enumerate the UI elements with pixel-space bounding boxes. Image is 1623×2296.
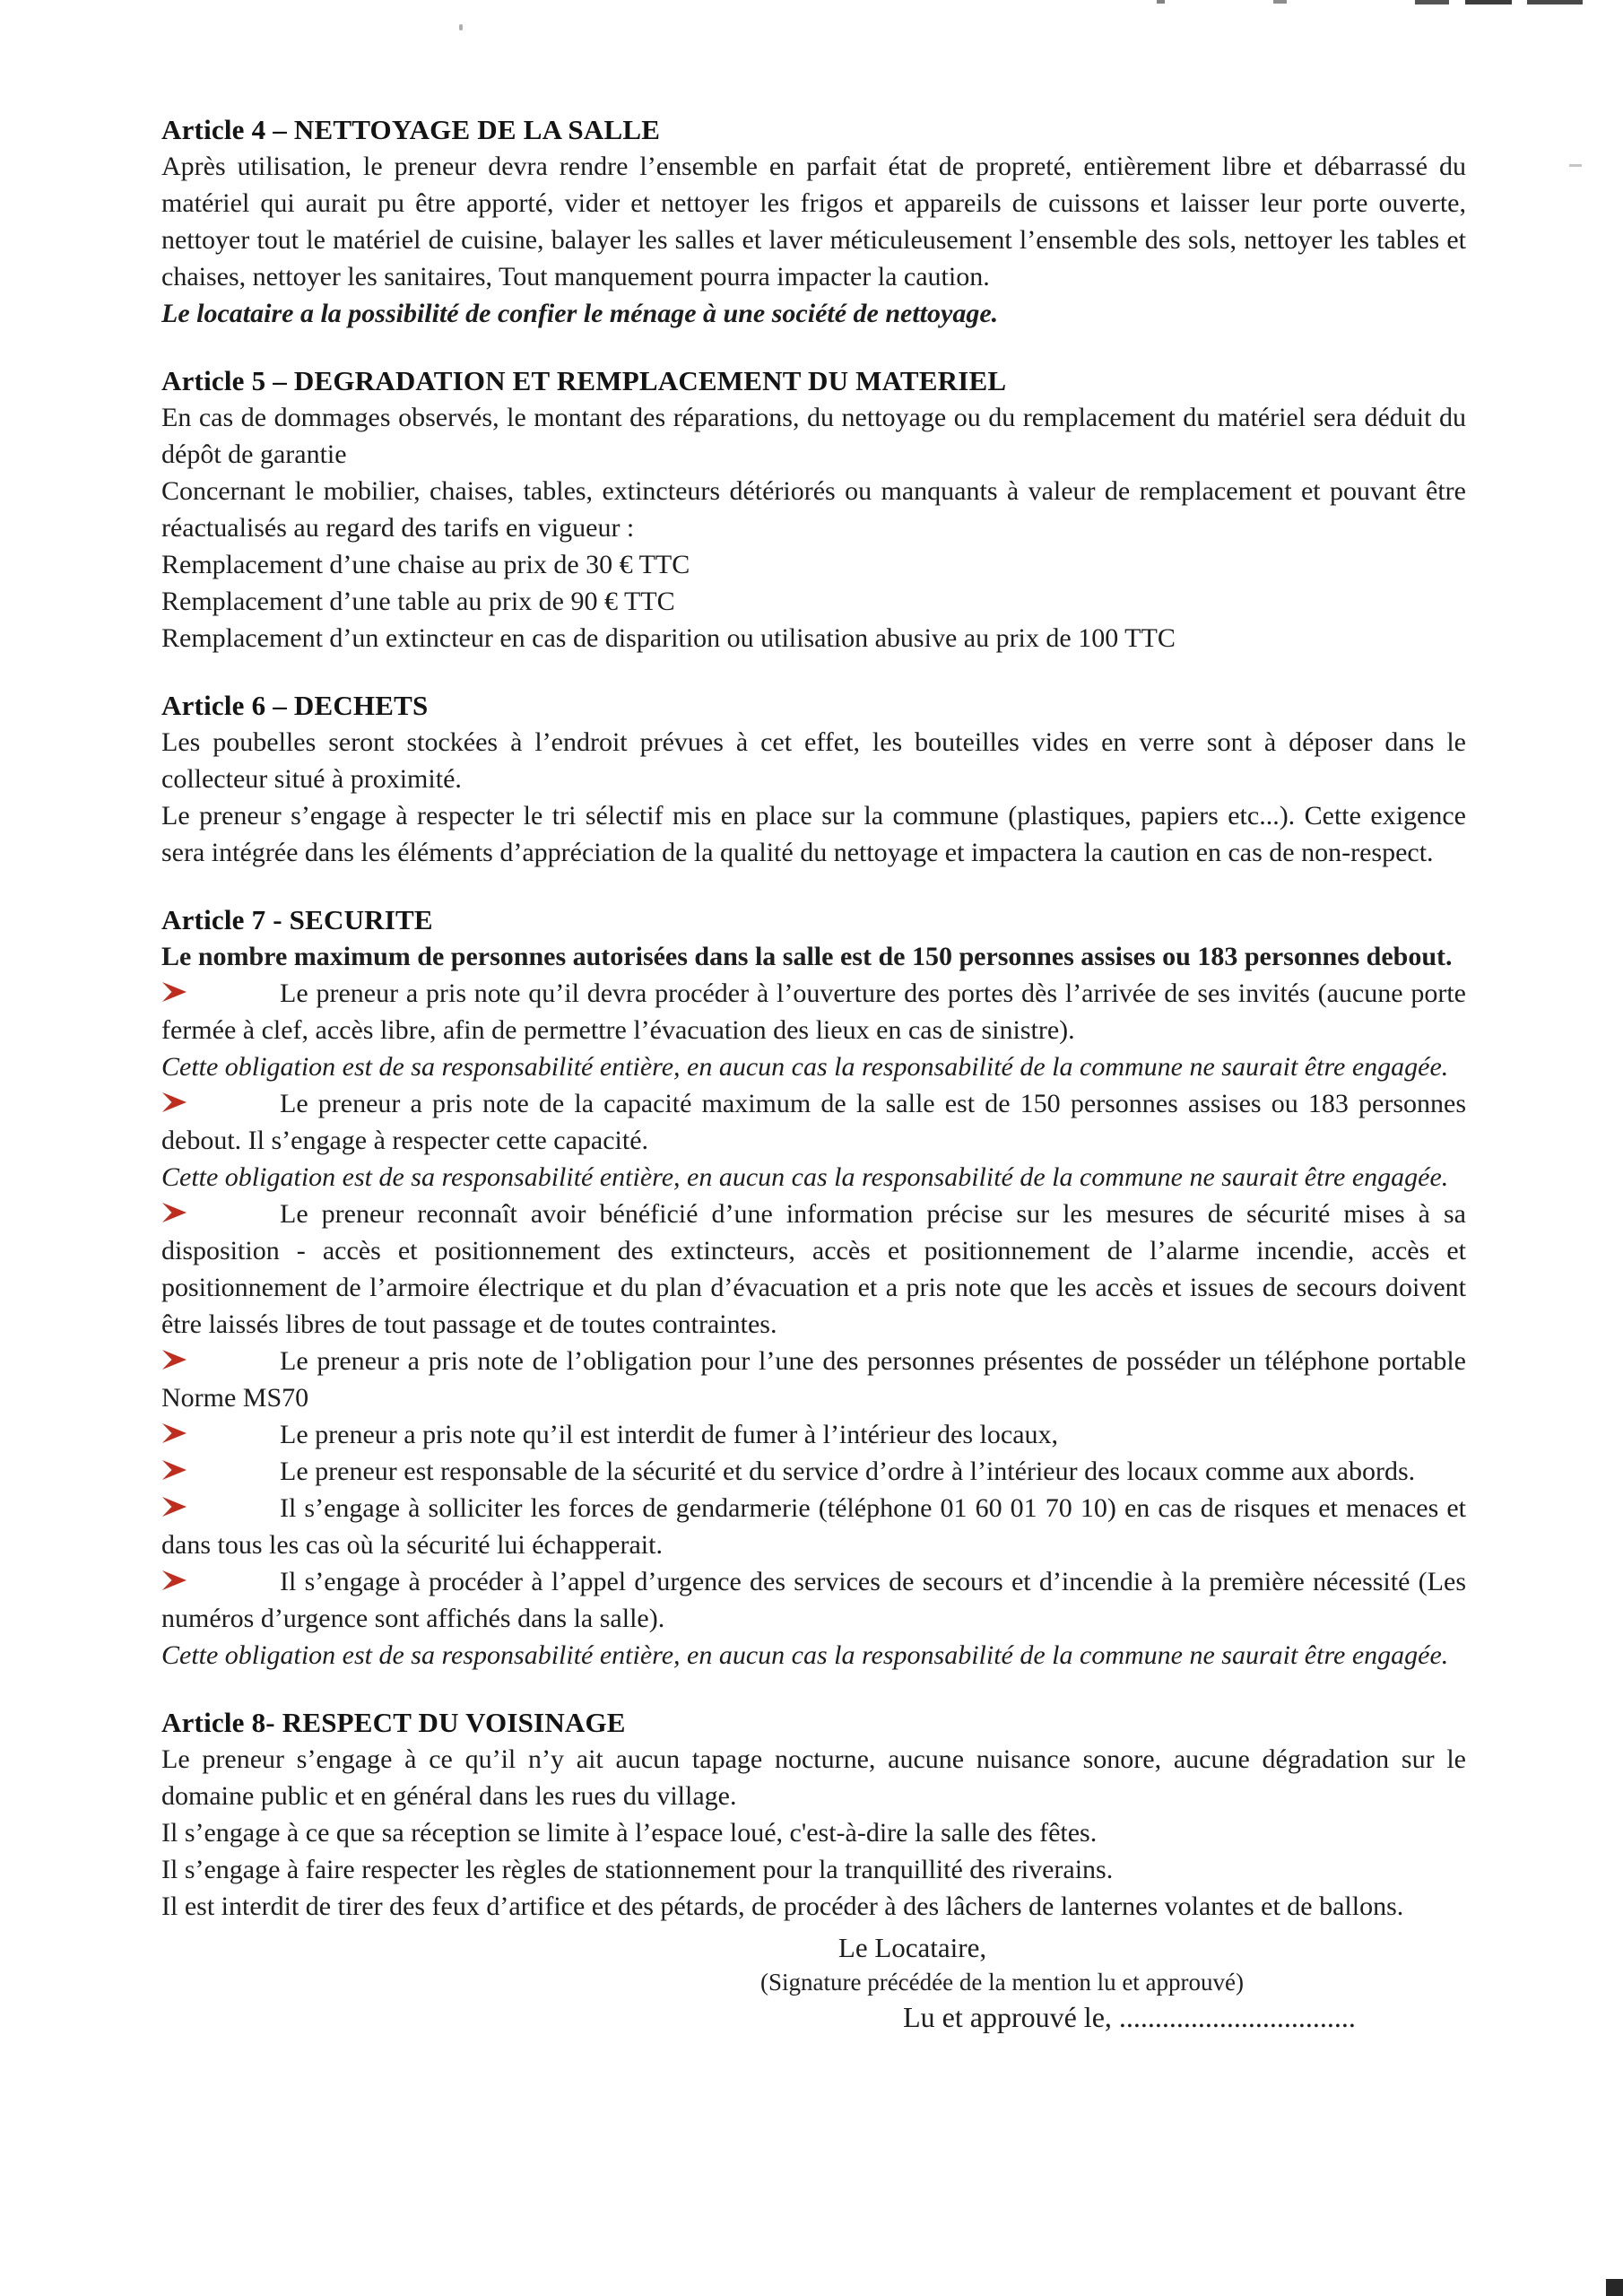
article-5-paragraph: En cas de dommages observés, le montant des réparations, du nettoyage ou du remplacement du matériel sera déduit du dépôt de garantie <box>161 403 1466 469</box>
signatory-label: Le Locataire, <box>838 1932 987 1963</box>
article-5-paragraph: Concernant le mobilier, chaises, tables, extincteurs détériorés ou manquants à valeur de remplacement et pouvant être réactualisés au regard des tarifs en vigueur : <box>161 476 1466 543</box>
scan-artifact <box>1569 164 1582 167</box>
article-7-bullet-7 <box>161 1490 1466 1563</box>
article-4-title: Article 4 – NETTOYAGE DE LA SALLE <box>161 114 661 145</box>
replacement-price-extinguisher: Remplacement d’un extincteur en cas de disparition ou utilisation abusive au prix de 100 TTC <box>161 623 1176 653</box>
article-7-bullet-1 <box>161 975 1466 1048</box>
article-7-bullet-6 <box>161 1453 1466 1490</box>
article-4-note: Le locataire a la possibilité de confier le ménage à une société de nettoyage. <box>161 299 999 328</box>
article-6-title: Article 6 – DECHETS <box>161 690 429 721</box>
bullet-arrow-icon <box>161 975 194 1012</box>
bullet-text: Il s’engage à procéder à l’appel d’urgence des services de secours et d’incendie à la première nécessité (Les numéros d’urgence sont affichés dans la salle). <box>161 1567 1466 1633</box>
scan-artifact <box>1273 0 1287 4</box>
article-7-bullet-4 <box>161 1343 1466 1416</box>
signature-block <box>161 1930 1466 2036</box>
article-7-liability-note: Cette obligation est de sa responsabilité entière, en aucun cas la responsabilité de la commune ne saurait être engagée. <box>161 1162 1449 1192</box>
bullet-text: Le preneur a pris note qu’il est interdit de fumer à l’intérieur des locaux, <box>280 1420 1059 1449</box>
bullet-arrow-icon <box>161 1490 194 1526</box>
bullet-text: Le preneur a pris note de l’obligation pour l’une des personnes présentes de posséder un téléphone portable Norme MS70 <box>161 1346 1466 1413</box>
article-8-title: Article 8- RESPECT DU VOISINAGE <box>161 1707 626 1738</box>
scan-artifact <box>1527 0 1583 4</box>
replacement-price-table: Remplacement d’une table au prix de 90 € TTC <box>161 587 675 616</box>
article-7-liability-note: Cette obligation est de sa responsabilité entière, en aucun cas la responsabilité de la commune ne saurait être engagée. <box>161 1640 1449 1670</box>
article-6 <box>161 687 1466 871</box>
article-7-bullet-2 <box>161 1085 1466 1159</box>
scan-artifact <box>459 24 463 30</box>
article-7 <box>161 901 1466 1674</box>
bullet-text: Il s’engage à solliciter les forces de gendarmerie (téléphone 01 60 01 70 10) en cas de risques et menaces et dans tous les cas où la sécurité lui échapperait. <box>161 1493 1466 1560</box>
bullet-arrow-icon <box>161 1563 194 1600</box>
article-8-paragraph: Il est interdit de tirer des feux d’artifice et des pétards, de procéder à des lâchers de lanternes volantes et de ballons. <box>161 1892 1404 1921</box>
scan-artifact <box>1415 0 1449 4</box>
article-8-paragraph: Il s’engage à ce que sa réception se limite à l’espace loué, c'est-à-dire la salle des fêtes. <box>161 1818 1098 1848</box>
bullet-arrow-icon <box>161 1343 194 1379</box>
bullet-arrow-icon <box>161 1085 194 1122</box>
bullet-arrow-icon <box>161 1453 194 1490</box>
article-4-body: Après utilisation, le preneur devra rendre l’ensemble en parfait état de propreté, entièrement libre et débarrassé du matériel qui aurait pu être apporté, vider et nettoyer les frigos et appareils de cuissons et laisser leur porte ouverte, nettoyer tout le matériel de cuisine, balayer les salles et laver méticuleusement l’ensemble des sols, nettoyer les tables et chaises, nettoyer les sanitaires, Tout manquement pourra impacter la caution. <box>161 152 1466 291</box>
article-7-lead: Le nombre maximum de personnes autorisées dans la salle est de 150 personnes assises ou 183 personnes debout. <box>161 942 1453 971</box>
replacement-price-chair: Remplacement d’une chaise au prix de 30 € TTC <box>161 550 690 579</box>
article-7-liability-note: Cette obligation est de sa responsabilité entière, en aucun cas la responsabilité de la commune ne saurait être engagée. <box>161 1052 1449 1082</box>
article-5 <box>161 362 1466 657</box>
scan-artifact <box>1606 2279 1623 2296</box>
article-8 <box>161 1704 1466 1925</box>
article-7-bullet-5 <box>161 1416 1466 1453</box>
bullet-arrow-icon <box>161 1416 194 1453</box>
bullet-text: Le preneur a pris note de la capacité maximum de la salle est de 150 personnes assises ou 183 personnes debout. Il s’engage à respecter cette capacité. <box>161 1089 1466 1155</box>
scan-artifact <box>1157 0 1165 4</box>
article-7-bullet-8 <box>161 1563 1466 1637</box>
article-7-title: Article 7 - SECURITE <box>161 904 433 935</box>
bullet-text: Le preneur a pris note qu’il devra procéder à l’ouverture des portes dès l’arrivée de ses invités (aucune porte fermée à clef, accès libre, afin de permettre l’évacuation des lieux en cas de sinistre). <box>161 978 1466 1045</box>
article-5-title: Article 5 – DEGRADATION ET REMPLACEMENT DU MATERIEL <box>161 365 1007 396</box>
article-7-bullet-3 <box>161 1196 1466 1343</box>
approval-date-line: Lu et approuvé le, ................................. <box>903 2001 1356 2033</box>
article-8-paragraph: Il s’engage à faire respecter les règles de stationnement pour la tranquillité des riverains. <box>161 1855 1114 1884</box>
bullet-text: Le preneur est responsable de la sécurité et du service d’ordre à l’intérieur des locaux comme aux abords. <box>280 1457 1416 1486</box>
scan-artifact <box>1465 0 1512 4</box>
bullet-arrow-icon <box>161 1196 194 1232</box>
article-6-paragraph: Le preneur s’engage à respecter le tri sélectif mis en place sur la commune (plastiques, papiers etc...). Cette exigence sera intégrée dans les éléments d’appréciation de la qualité du nettoyage et impactera la caution en cas de non-respect. <box>161 801 1466 867</box>
article-8-paragraph: Le preneur s’engage à ce qu’il n’y ait aucun tapage nocturne, aucune nuisance sonore, aucune dégradation sur le domaine public et en général dans les rues du village. <box>161 1744 1466 1811</box>
article-6-paragraph: Les poubelles seront stockées à l’endroit prévues à cet effet, les bouteilles vides en verre sont à déposer dans le collecteur situé à proximité. <box>161 727 1466 794</box>
article-4 <box>161 111 1466 332</box>
bullet-text: Le preneur reconnaît avoir bénéficié d’une information précise sur les mesures de sécurité mises à sa disposition - accès et positionnement des extincteurs, accès et positionnement de l’alarme incendie, accès et positionnement de l’armoire électrique et du plan d’évacuation et a pris note que les accès et issues de secours doivent être laissés libres de tout passage et de toutes contraintes. <box>161 1199 1466 1339</box>
signature-instruction: (Signature précédée de la mention lu et approuvé) <box>759 1969 1245 1996</box>
